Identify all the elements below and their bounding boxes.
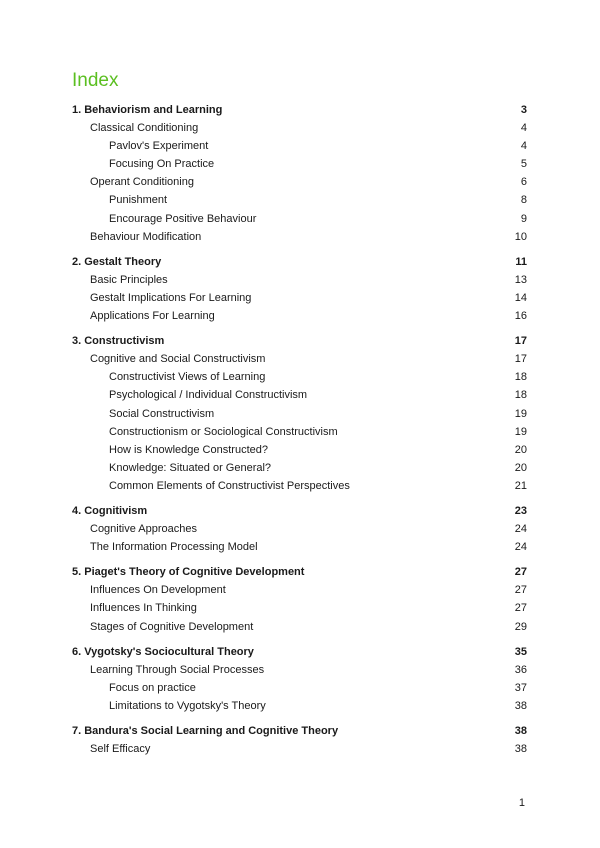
toc-entry-title: Limitations to Vygotsky's Theory — [109, 699, 266, 712]
toc-entry-page: 3 — [520, 104, 527, 116]
toc-entry-title: Operant Conditioning — [90, 176, 194, 189]
toc-entry-page: 37 — [514, 681, 527, 694]
toc-entry-page: 20 — [514, 461, 527, 474]
toc-entry-page: 8 — [520, 194, 527, 207]
toc-entry-title: Self Efficacy — [90, 743, 151, 756]
toc-entry[interactable] — [72, 599, 527, 617]
toc-entry-title: The Information Processing Model — [90, 541, 258, 554]
toc-entry[interactable] — [72, 441, 527, 459]
toc-entry[interactable] — [72, 210, 527, 228]
toc-entry-page: 18 — [514, 389, 527, 402]
toc-entry[interactable] — [72, 423, 527, 441]
toc-entry[interactable] — [72, 386, 527, 404]
toc-entry-page: 38 — [514, 743, 527, 756]
toc-entry[interactable] — [72, 405, 527, 423]
toc-entry-title: 4. Cognitivism — [72, 504, 148, 517]
toc-entry-title: 6. Vygotsky's Sociocultural Theory — [72, 645, 254, 658]
toc-entry-title: Focus on practice — [109, 681, 196, 694]
toc-entry-page: 4 — [520, 140, 527, 153]
toc-entry-page: 21 — [514, 479, 527, 492]
toc-entry-page: 27 — [514, 584, 527, 597]
toc-entry-title: Pavlov's Experiment — [109, 140, 209, 153]
toc-chapter-entry[interactable] — [72, 502, 527, 520]
toc-entry-page: 38 — [514, 725, 527, 737]
toc-entry[interactable] — [72, 173, 527, 191]
toc-entry-page: 5 — [520, 158, 527, 171]
toc-entry[interactable] — [72, 271, 527, 289]
toc-entry-page: 20 — [514, 443, 527, 456]
toc-entry-title: Behaviour Modification — [90, 230, 202, 243]
toc-entry[interactable] — [72, 155, 527, 173]
table-of-contents — [72, 101, 527, 765]
toc-entry[interactable] — [72, 368, 527, 386]
toc-entry-page: 35 — [514, 645, 527, 658]
toc-section — [72, 332, 527, 495]
toc-entry-page: 18 — [514, 371, 527, 384]
toc-entry[interactable] — [72, 618, 527, 636]
toc-entry-title: Basic Principles — [90, 273, 168, 286]
toc-entry[interactable] — [72, 520, 527, 538]
toc-entry-title: Learning Through Social Processes — [90, 663, 265, 676]
toc-entry[interactable] — [72, 477, 527, 495]
toc-entry-title: Gestalt Implications For Learning — [90, 291, 252, 304]
toc-chapter-entry[interactable] — [72, 643, 527, 661]
toc-entry-page: 9 — [520, 212, 527, 225]
toc-entry-page: 24 — [514, 541, 527, 554]
toc-entry[interactable] — [72, 581, 527, 599]
toc-entry-title: Applications For Learning — [90, 310, 215, 323]
toc-entry-title: Influences On Development — [90, 584, 226, 597]
toc-entry-title: Social Constructivism — [109, 407, 215, 420]
toc-entry[interactable] — [72, 538, 527, 556]
toc-entry-title: 1. Behaviorism and Learning — [72, 104, 223, 116]
toc-entry-title: Knowledge: Situated or General? — [109, 461, 272, 474]
toc-entry-title: Constructivist Views of Learning — [109, 371, 266, 384]
toc-entry-title: Influences In Thinking — [90, 602, 197, 615]
toc-chapter-entry[interactable] — [72, 332, 527, 350]
toc-section — [72, 502, 527, 556]
toc-entry-page: 19 — [514, 425, 527, 438]
toc-entry-page: 24 — [514, 523, 527, 536]
toc-entry[interactable] — [72, 350, 527, 368]
toc-entry-title: Classical Conditioning — [90, 122, 199, 135]
toc-entry[interactable] — [72, 119, 527, 137]
toc-entry-page: 11 — [515, 255, 527, 268]
toc-entry[interactable] — [72, 307, 527, 325]
toc-entry-page: 10 — [514, 230, 527, 243]
toc-entry-title: Constructionism or Sociological Constructivism — [109, 425, 338, 438]
toc-entry[interactable] — [72, 679, 527, 697]
toc-entry-page: 23 — [514, 504, 527, 517]
toc-section — [72, 722, 527, 758]
toc-entry[interactable] — [72, 740, 527, 758]
toc-chapter-entry[interactable] — [72, 101, 527, 119]
toc-entry-title: Stages of Cognitive Development — [90, 620, 254, 633]
toc-section — [72, 253, 527, 325]
toc-entry-title: Common Elements of Constructivist Perspectives — [109, 479, 350, 492]
toc-section — [72, 563, 527, 635]
toc-entry[interactable] — [72, 228, 527, 246]
toc-entry[interactable] — [72, 459, 527, 477]
toc-entry-title: 5. Piaget's Theory of Cognitive Development — [72, 566, 305, 579]
toc-entry-page: 27 — [514, 602, 527, 615]
toc-entry-page: 4 — [520, 122, 527, 135]
toc-entry[interactable] — [72, 137, 527, 155]
toc-entry-title: How is Knowledge Constructed? — [109, 443, 268, 456]
toc-entry-title: Cognitive and Social Constructivism — [90, 353, 266, 366]
page-title: Index — [72, 70, 119, 91]
toc-section — [72, 643, 527, 715]
toc-entry[interactable] — [72, 661, 527, 679]
toc-entry-page: 29 — [514, 620, 527, 633]
toc-entry-title: Punishment — [109, 194, 168, 207]
toc-entry-title: Psychological / Individual Constructivism — [109, 389, 308, 402]
toc-chapter-entry[interactable] — [72, 563, 527, 581]
toc-section — [72, 101, 527, 246]
toc-entry-page: 27 — [514, 566, 527, 579]
toc-entry[interactable] — [72, 697, 527, 715]
toc-entry-page: 16 — [514, 310, 527, 323]
toc-entry[interactable] — [72, 289, 527, 307]
toc-entry-page: 14 — [514, 291, 527, 304]
toc-entry[interactable] — [72, 191, 527, 209]
toc-entry-title: 7. Bandura's Social Learning and Cognitive Theory — [72, 725, 339, 737]
toc-entry-page: 36 — [514, 663, 527, 676]
toc-entry-title: 2. Gestalt Theory — [72, 255, 162, 268]
toc-entry-page: 38 — [514, 699, 527, 712]
toc-entry-title: Encourage Positive Behaviour — [109, 212, 257, 225]
toc-chapter-entry[interactable] — [72, 253, 527, 271]
toc-entry-title: Cognitive Approaches — [90, 523, 198, 536]
page-number: 1 — [518, 797, 525, 809]
toc-entry-page: 19 — [514, 407, 527, 420]
toc-entry-title: Focusing On Practice — [109, 158, 215, 171]
toc-entry-page: 17 — [514, 353, 527, 366]
toc-entry-page: 6 — [520, 176, 527, 189]
toc-entry-title: 3. Constructivism — [72, 335, 165, 348]
toc-chapter-entry[interactable] — [72, 722, 527, 740]
toc-entry-page: 13 — [514, 273, 527, 286]
toc-entry-page: 17 — [514, 335, 527, 348]
